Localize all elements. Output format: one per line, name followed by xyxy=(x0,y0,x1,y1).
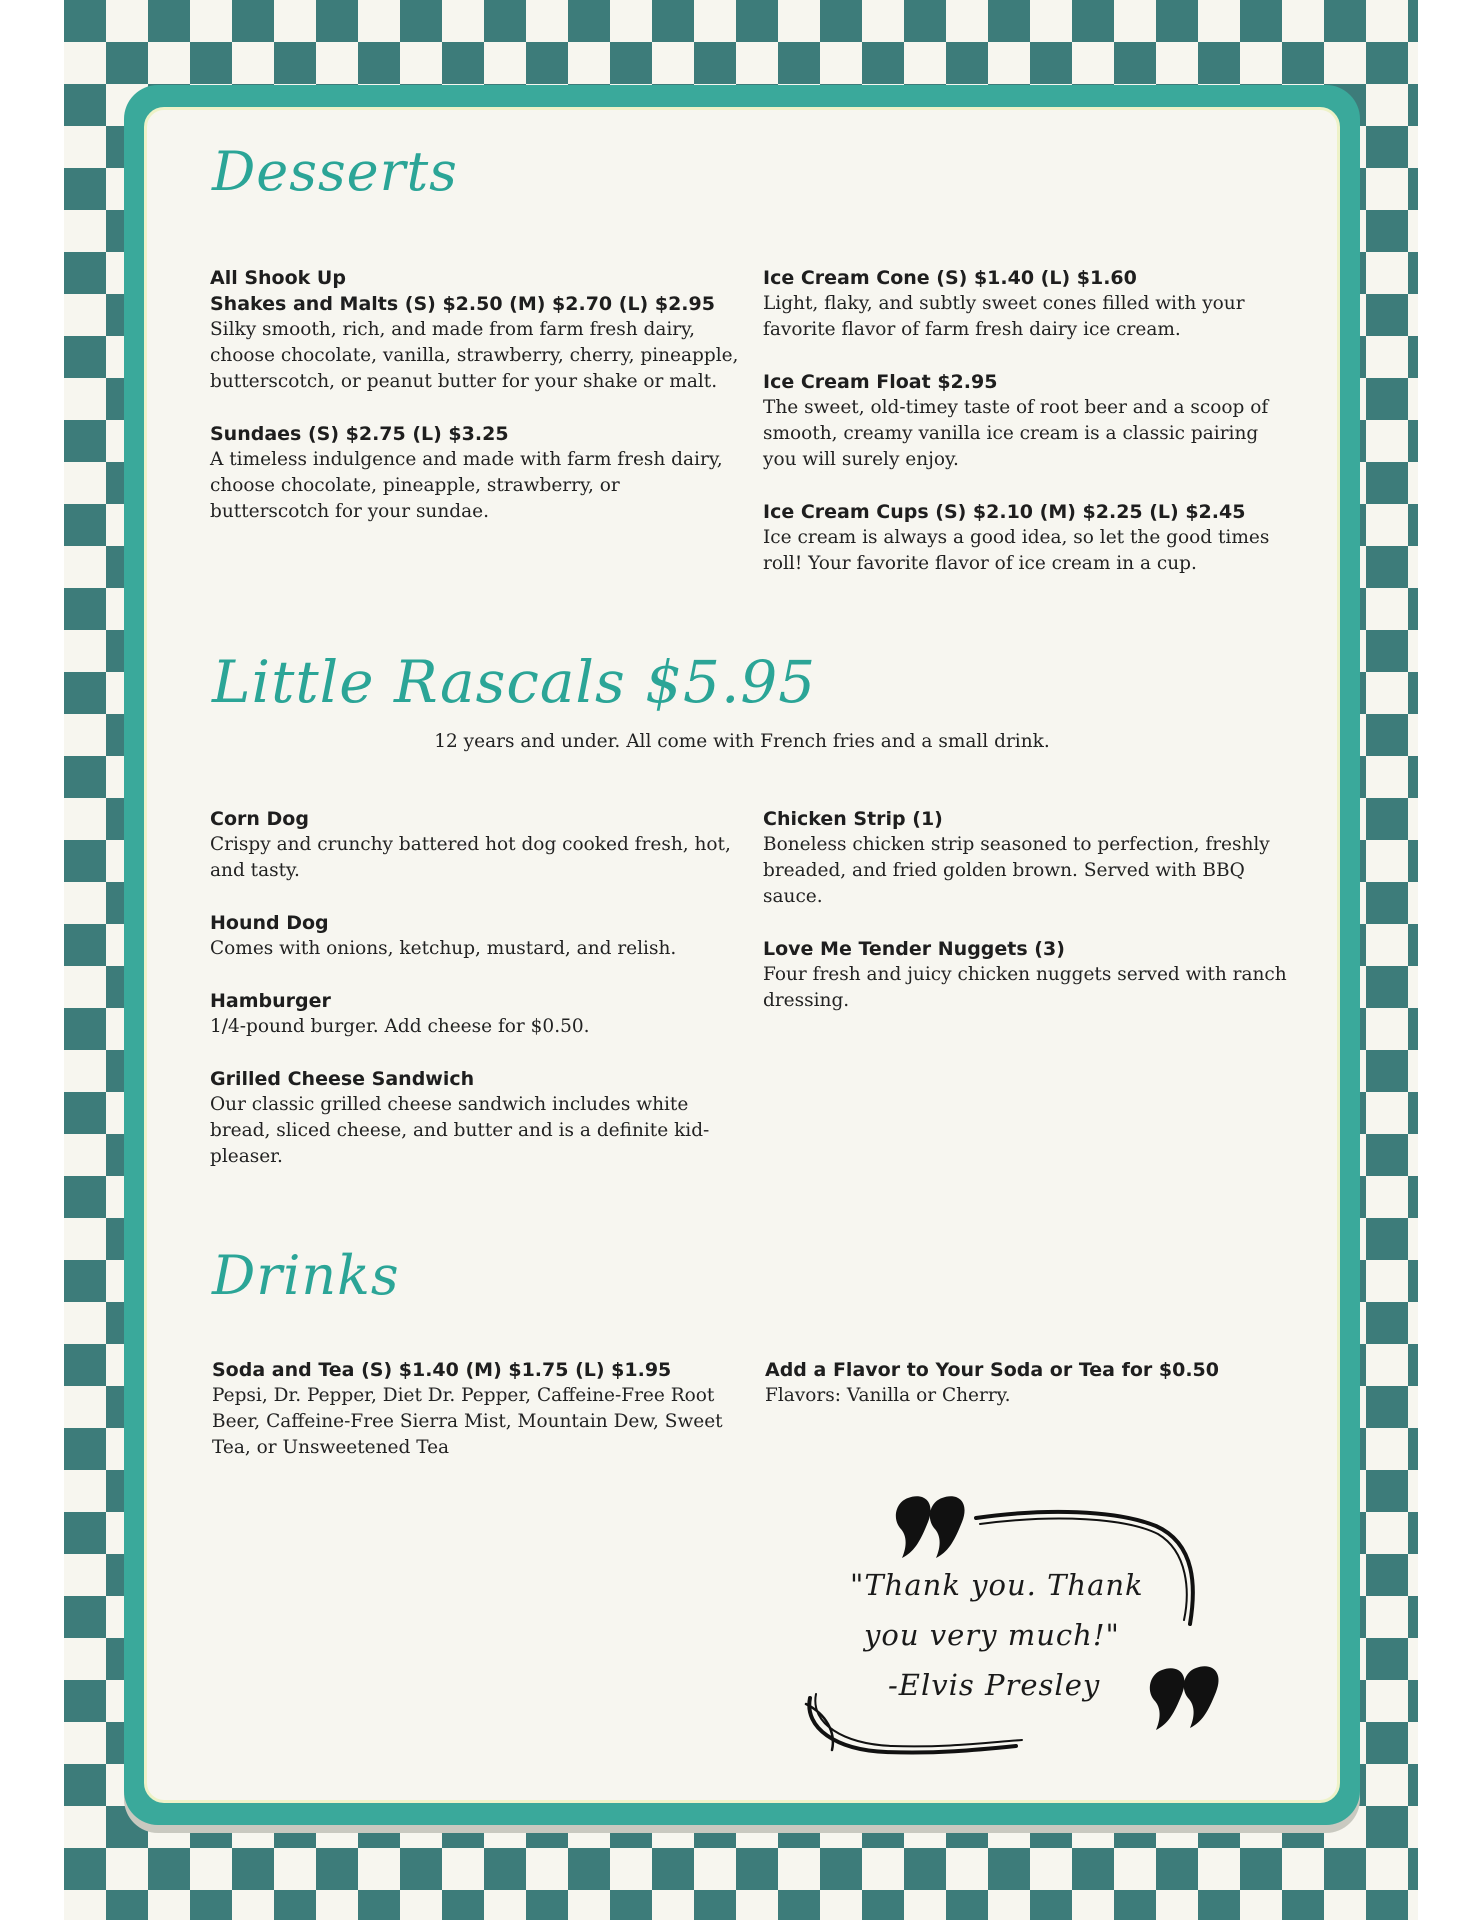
item-name: Ice Cream Float $2.95 xyxy=(763,371,998,393)
menu-item xyxy=(763,499,1293,577)
item-description: Crispy and crunchy battered hot dog cooked fresh, hot, and tasty. xyxy=(210,834,731,881)
menu-item xyxy=(210,806,740,884)
quote-line: "Thank you. Thank xyxy=(850,1568,1144,1602)
quote-line: you very much!" xyxy=(864,1618,1120,1652)
menu-item xyxy=(210,421,740,525)
menu-item xyxy=(210,1066,740,1170)
item-name: Hamburger xyxy=(210,990,331,1012)
item-description: Flavors: Vanilla or Cherry. xyxy=(765,1385,1011,1406)
quote-attribution: -Elvis Presley xyxy=(888,1668,1101,1702)
item-name: Ice Cream Cone (S) $1.40 (L) $1.60 xyxy=(763,267,1137,289)
elvis-quote xyxy=(796,1488,1236,1768)
item-description: Ice cream is always a good idea, so let the good times roll! Your favorite flavor of ice cream in a cup. xyxy=(763,527,1270,574)
menu-item xyxy=(210,910,740,962)
item-name: Love Me Tender Nuggets (3) xyxy=(763,938,1065,960)
item-description: Comes with onions, ketchup, mustard, and relish. xyxy=(210,938,677,959)
item-description: 1/4-pound burger. Add cheese for $0.50. xyxy=(210,1016,590,1037)
kids-right-column xyxy=(763,806,1293,1040)
item-name: Sundaes (S) $2.75 (L) $3.25 xyxy=(210,423,509,445)
item-name: Add a Flavor to Your Soda or Tea for $0.50 xyxy=(765,1359,1219,1381)
menu-item xyxy=(763,936,1293,1014)
kids-menu-note: 12 years and under. All come with French fries and a small drink. xyxy=(434,731,1050,752)
kids-left-column xyxy=(210,806,740,1196)
item-name: Soda and Tea (S) $1.40 (M) $1.75 (L) $1.95 xyxy=(212,1359,672,1381)
item-name: Chicken Strip (1) xyxy=(763,808,943,830)
menu-item xyxy=(765,1357,1295,1409)
item-description: Boneless chicken strip seasoned to perfection, freshly breaded, and fried golden brown. Served with BBQ sauce. xyxy=(763,834,1270,907)
desserts-left-column xyxy=(210,265,740,551)
item-name: Shakes and Malts (S) $2.50 (M) $2.70 (L) $2.95 xyxy=(210,293,715,315)
drinks-heading: Drinks xyxy=(212,1244,400,1307)
item-name: All Shook Up xyxy=(210,267,346,289)
open-quote-icon xyxy=(896,1496,965,1558)
kids-menu-heading: Little Rascals $5.95 xyxy=(212,648,817,716)
item-description: Silky smooth, rich, and made from farm fresh dairy, choose chocolate, vanilla, strawberry, cherry, pineapple, butterscotch, or peanut butter for your shake or malt. xyxy=(210,319,739,392)
item-description: The sweet, old-timey taste of root beer and a scoop of smooth, creamy vanilla ice cream is a classic pairing you will surely enjoy. xyxy=(763,397,1269,470)
close-quote-icon xyxy=(1150,1666,1219,1730)
desserts-right-column xyxy=(763,265,1293,603)
item-name: Corn Dog xyxy=(210,808,309,830)
item-description: Pepsi, Dr. Pepper, Diet Dr. Pepper, Caffeine-Free Root Beer, Caffeine-Free Sierra Mist, Mountain Dew, Sweet Tea, or Unsweetened Tea xyxy=(212,1385,723,1458)
menu-item xyxy=(763,806,1293,910)
item-name: Hound Dog xyxy=(210,912,329,934)
item-description: Four fresh and juicy chicken nuggets served with ranch dressing. xyxy=(763,964,1287,1011)
menu-item xyxy=(763,369,1293,473)
item-name: Ice Cream Cups (S) $2.10 (M) $2.25 (L) $2.45 xyxy=(763,501,1246,523)
item-description: Light, flaky, and subtly sweet cones filled with your favorite flavor of farm fresh dairy ice cream. xyxy=(763,293,1245,340)
menu-item xyxy=(763,265,1293,343)
drinks-right-column xyxy=(765,1357,1295,1435)
menu-item xyxy=(212,1357,742,1461)
desserts-heading: Desserts xyxy=(212,140,458,203)
menu-item xyxy=(210,265,740,291)
menu-item xyxy=(210,291,740,395)
item-name: Grilled Cheese Sandwich xyxy=(210,1068,475,1090)
menu-item xyxy=(210,988,740,1040)
drinks-left-column xyxy=(212,1357,742,1487)
item-description: A timeless indulgence and made with farm fresh dairy, choose chocolate, pineapple, strawberry, or butterscotch for your sundae. xyxy=(210,449,723,522)
item-description: Our classic grilled cheese sandwich includes white bread, sliced cheese, and butter and is a definite kid-pleaser. xyxy=(210,1094,710,1167)
